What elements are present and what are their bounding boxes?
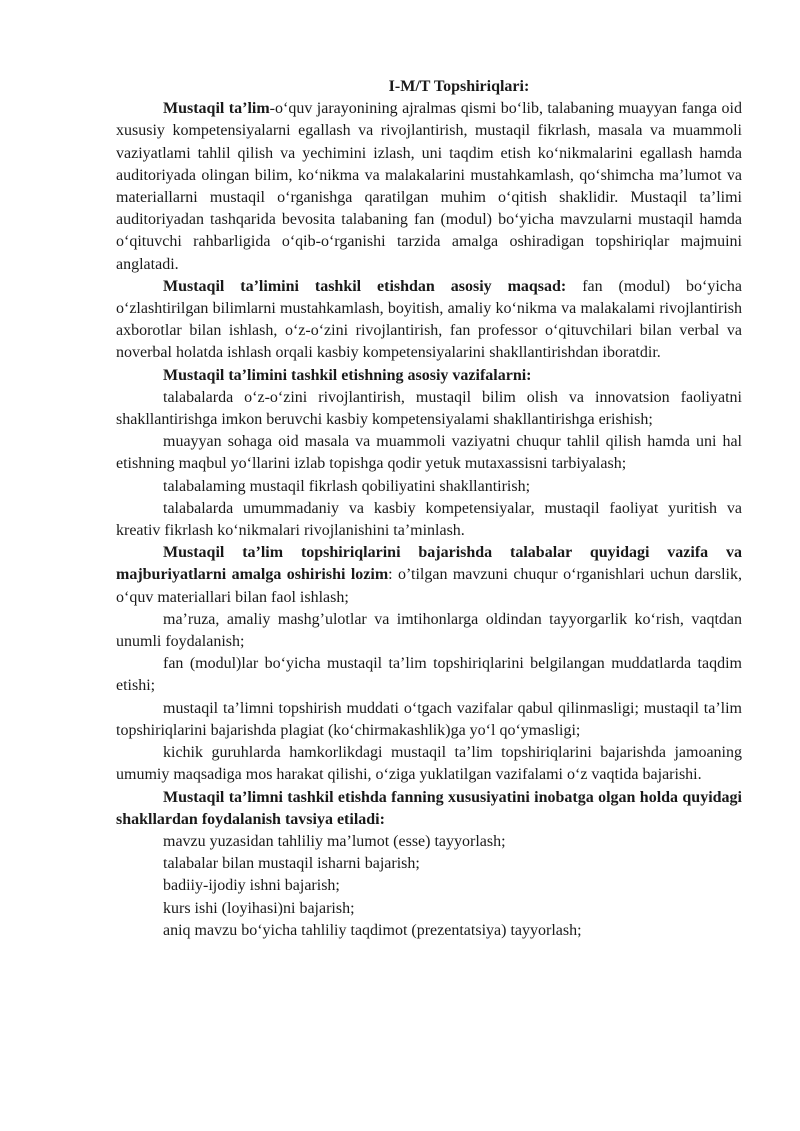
paragraph-11-text: mustaqil ta’limni topshirish muddati o‘tgach vazifalar qabul qilinmasligi; mustaqil ta’lim topshiriqlarini bajarishda plagiat (ko‘chirmakashlik)ga yo‘l qo‘ymasligi; — [116, 699, 742, 739]
paragraph-13 — [116, 787, 742, 831]
paragraph-3-bold: Mustaqil ta’limini tashkil etishning asosiy vazifalarni: — [163, 366, 532, 384]
paragraph-5 — [116, 431, 742, 475]
paragraph-4 — [116, 387, 742, 431]
paragraph-13-bold: Mustaqil ta’limni tashkil etishda fanning xususiyatini inobatga olgan holda quyidagi shakllardan foydalanish tavsiya etiladi: — [116, 788, 742, 828]
paragraph-16 — [116, 875, 742, 897]
paragraph-18-text: aniq mavzu bo‘yicha tahliliy taqdimot (prezentatsiya) tayyorlash; — [163, 921, 582, 939]
paragraph-10-text: fan (modul)lar bo‘yicha mustaqil ta’lim topshiriqlarini belgilangan muddatlarda taqdim etishi; — [116, 655, 742, 695]
document-page — [116, 76, 742, 942]
paragraph-2 — [116, 276, 742, 365]
paragraph-18 — [116, 920, 742, 942]
paragraph-7 — [116, 498, 742, 542]
paragraph-9-text: ma’ruza, amaliy mashg’ulotlar va imtihonlarga oldindan tayyorgarlik ko‘rish, vaqtdan unumli foydalanish; — [116, 610, 742, 651]
paragraph-8-bold: Mustaqil ta’lim topshiriqlarini bajarishda talabalar quyidagi vazifa va majburiyatlarni amalga oshirishi lozim — [116, 544, 742, 584]
paragraph-2-text: fan (modul) bo‘yicha o‘zlashtirilgan bilimlarni mustahkamlash, boyitish, amaliy ko‘nikma va malakalami rivojlantirish axborotlar bilan ishlash, o‘z-o‘zini rivojlantirish, fan professor o‘qituvchilari bilan verbal va noverbal holatda ishlash orqali kasbiy kompetensiyalarini shakllantirishdan iboratdir. — [116, 277, 743, 362]
paragraph-16-text: badiiy-ijodiy ishni bajarish; — [163, 877, 340, 895]
paragraph-17-text: kurs ishi (loyihasi)ni bajarish; — [163, 899, 355, 917]
paragraph-6 — [116, 476, 742, 498]
paragraph-4-text: talabalarda o‘z-o‘zini rivojlantirish, mustaqil bilim olish va innovatsion faoliyatni shakllantirishga imkon beruvchi kasbiy kompetensiyalami shakllantirishga erishish; — [116, 388, 742, 429]
paragraph-1-bold: Mustaqil ta’lim — [163, 100, 270, 118]
paragraph-11 — [116, 698, 742, 742]
paragraph-2-bold: Mustaqil ta’limini tashkil etishdan asosiy maqsad: — [163, 277, 567, 295]
paragraph-1 — [116, 98, 742, 276]
paragraph-12-text: kichik guruhlarda hamkorlikdagi mustaqil ta’lim topshiriqlarini bajarishda jamoaning umumiy maqsadiga mos harakat qilishi, o‘ziga yuklatilgan vazifalami o‘z vaqtida bajarishi. — [116, 744, 742, 784]
paragraph-9 — [116, 609, 742, 653]
paragraph-12 — [116, 742, 742, 786]
document-body — [116, 98, 742, 942]
paragraph-5-text: muayyan sohaga oid masala va muammoli vaziyatni chuqur tahlil qilish hamda uni hal etishning maqbul yo‘llarini izlab topishga qodir yetuk mutaxassisni tarbiyalash; — [116, 433, 742, 473]
paragraph-8 — [116, 542, 742, 609]
paragraph-8-text: : o’tilgan mavzuni chuqur o‘rganishlari uchun darslik, o‘quv materiallari bilan faol ishlash; — [116, 566, 743, 606]
paragraph-15-text: talabalar bilan mustaqil isharni bajarish; — [163, 855, 420, 873]
paragraph-1-text: -o‘quv jarayonining ajralmas qismi bo‘lib, talabaning muayyan fanga oid xususiy kompetensiyalarni egallash va rivojlantirish, mustaqil fikrlash, masala va muammoli vaziyatlami tahlil qilish va yechimini izlash, uni taqdim etish ko‘nikmalarini egallash hamda auditoriyada olingan bilim, ko‘nikma va malakalarini mustahkamlash, qo‘shimcha ma’lumot va materiallarni mustaqil o‘rganishga qaratilgan muhim o‘qitish shaklidir. Mustaqil ta’limi auditoriyadan tashqarida bevosita talabaning fan (modul) bo‘yicha mavzularni mustaqil hamda o‘qituvchi rahbarligida o‘qib-o‘rganishi tarzida amalga oshiradigan topshiriqlar majmuini anglatadi. — [116, 100, 743, 273]
paragraph-14-text: mavzu yuzasidan tahliliy ma’lumot (esse) tayyorlash; — [163, 832, 506, 850]
paragraph-6-text: talabalaming mustaqil fikrlash qobiliyatini shakllantirish; — [163, 477, 531, 495]
paragraph-7-text: talabalarda umummadaniy va kasbiy kompetensiyalar, mustaqil faoliyat yuritish va kreativ fikrlash ko‘nikmalari rivojlanishini ta’minlash. — [116, 499, 742, 540]
paragraph-3 — [116, 365, 742, 387]
paragraph-17 — [116, 898, 742, 920]
paragraph-14 — [116, 831, 742, 853]
page-title: I-M/T Topshiriqlari: — [388, 78, 530, 95]
paragraph-10 — [116, 653, 742, 697]
paragraph-15 — [116, 853, 742, 875]
